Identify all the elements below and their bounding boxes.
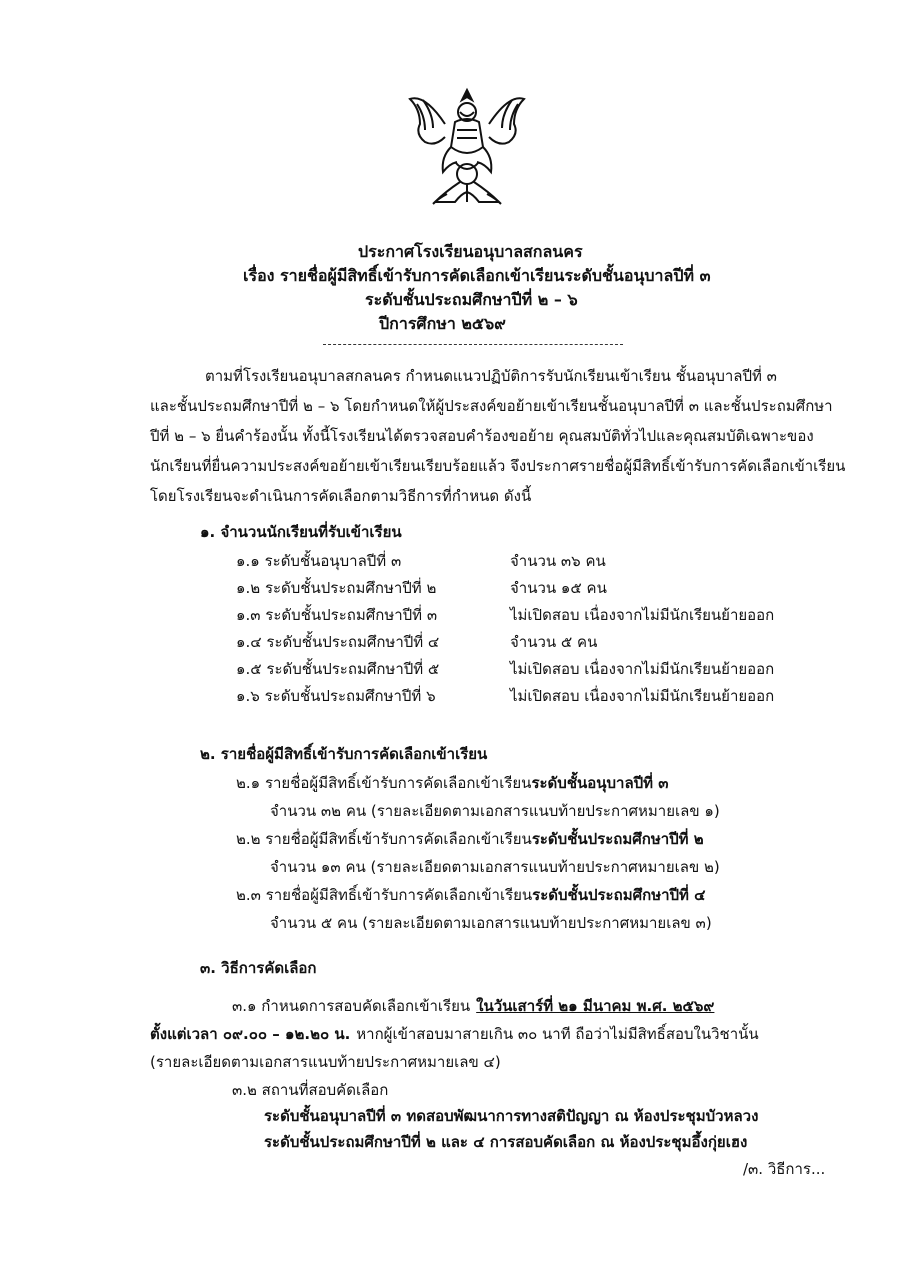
- intro-line-3: ปีที่ ๒ – ๖ ยื่นคำร้องนั้น ทั้งนี้โรงเรียนได้ตรวจสอบคำร้องขอย้าย คุณสมบัติทั่วไปและคุณสมบัติเฉพาะของ: [150, 427, 814, 445]
- exam-time-line: [150, 1022, 759, 1046]
- intro-line-5: โดยโรงเรียนจะดำเนินการคัดเลือกตามวิธีการที่กำหนด ดังนี้: [150, 487, 532, 505]
- candidate-list-item: [236, 771, 669, 795]
- section2-title: ๒. รายชื่อผู้มีสิทธิ์เข้ารับการคัดเลือกเข้าเรียน: [200, 745, 488, 763]
- candidate-list-level: ระดับชั้นประถมศึกษาปีที่ ๔: [532, 886, 706, 904]
- quota-row-value: จำนวน ๓๖ คน: [510, 552, 606, 570]
- quota-row-label: ๑.๑ ระดับชั้นอนุบาลปีที่ ๓: [236, 552, 402, 570]
- quota-row-value: จำนวน ๑๕ คน: [510, 579, 607, 597]
- section3-title: ๓. วิธีการคัดเลือก: [200, 959, 317, 977]
- quota-row-label: ๑.๒ ระดับชั้นประถมศึกษาปีที่ ๒: [236, 579, 437, 597]
- quota-row-label: ๑.๕ ระดับชั้นประถมศึกษาปีที่ ๕: [236, 660, 440, 678]
- exam-venue-title: ๓.๒ สถานที่สอบคัดเลือก: [232, 1081, 389, 1099]
- intro-line-1: ตามที่โรงเรียนอนุบาลสกลนคร กำหนดแนวปฏิบัติการรับนักเรียนเข้าเรียน ชั้นอนุบาลปีที่ ๓: [205, 367, 777, 385]
- candidate-list-level: ระดับชั้นอนุบาลปีที่ ๓: [531, 774, 669, 792]
- intro-line-4: นักเรียนที่ยื่นความประสงค์ขอย้ายเข้าเรียนเรียบร้อยแล้ว จึงประกาศรายชื่อผู้มีสิทธิ์เข้ารับการคัดเลือกเข้าเรียน: [150, 457, 846, 475]
- garuda-emblem-icon: [405, 82, 530, 207]
- candidate-list-detail: จำนวน ๑๓ คน (รายละเอียดตามเอกสารแนบท้ายประกาศหมายเลข ๒): [270, 858, 720, 876]
- exam-date: ในวันเสาร์ที่ ๒๑ มีนาคม พ.ศ. ๒๕๖๙: [476, 997, 715, 1015]
- candidate-list-item: [236, 827, 704, 851]
- exam-date-prefix: ๓.๑ กำหนดการสอบคัดเลือกเข้าเรียน: [232, 997, 471, 1015]
- candidate-list-detail: จำนวน ๕ คน (รายละเอียดตามเอกสารแนบท้ายประกาศหมายเลข ๓): [270, 914, 712, 932]
- quota-row-value: ไม่เปิดสอบ เนื่องจากไม่มีนักเรียนย้ายออก: [510, 660, 775, 678]
- exam-time: ตั้งแต่เวลา ๐๙.๐๐ – ๑๒.๒๐ น.: [150, 1025, 351, 1043]
- candidate-list-prefix: ๒.๓ รายชื่อผู้มีสิทธิ์เข้ารับการคัดเลือกเข้าเรียน: [236, 886, 533, 904]
- candidate-list-prefix: ๒.๒ รายชื่อผู้มีสิทธิ์เข้ารับการคัดเลือกเข้าเรียน: [236, 830, 532, 848]
- section1-title: ๑. จำนวนนักเรียนที่รับเข้าเรียน: [200, 523, 402, 541]
- candidate-list-level: ระดับชั้นประถมศึกษาปีที่ ๒: [531, 830, 704, 848]
- quota-row-label: ๑.๓ ระดับชั้นประถมศึกษาปีที่ ๓: [236, 606, 438, 624]
- announcement-levels: ระดับชั้นประถมศึกษาปีที่ ๒ – ๖: [365, 290, 578, 309]
- quota-row-label: ๑.๖ ระดับชั้นประถมศึกษาปีที่ ๖: [236, 687, 436, 705]
- announcement-title: ประกาศโรงเรียนอนุบาลสกลนคร: [358, 242, 583, 261]
- venue-kindergarten: ระดับชั้นอนุบาลปีที่ ๓ ทดสอบพัฒนาการทางสติปัญญา ณ ห้องประชุมบัวหลวง: [264, 1107, 759, 1125]
- quota-row-value: จำนวน ๕ คน: [510, 633, 598, 651]
- heading-divider: [323, 344, 623, 345]
- candidate-list-detail: จำนวน ๓๒ คน (รายละเอียดตามเอกสารแนบท้ายประกาศหมายเลข ๑): [270, 802, 720, 820]
- quota-row-value: ไม่เปิดสอบ เนื่องจากไม่มีนักเรียนย้ายออก: [510, 687, 775, 705]
- announcement-subject: เรื่อง รายชื่อผู้มีสิทธิ์เข้ารับการคัดเลือกเข้าเรียนระดับชั้นอนุบาลปีที่ ๓: [243, 266, 711, 285]
- exam-date-line: [232, 994, 714, 1018]
- quota-row-value: ไม่เปิดสอบ เนื่องจากไม่มีนักเรียนย้ายออก: [510, 606, 775, 624]
- exam-note: (รายละเอียดตามเอกสารแนบท้ายประกาศหมายเลข ๔): [150, 1053, 501, 1071]
- late-rule: หากผู้เข้าสอบมาสายเกิน ๓๐ นาที ถือว่าไม่มีสิทธิ์สอบในวิชานั้น: [356, 1025, 759, 1043]
- venue-primary: ระดับชั้นประถมศึกษาปีที่ ๒ และ ๔ การสอบคัดเลือก ณ ห้องประชุมอึ้งกุ่ยเฮง: [264, 1133, 748, 1151]
- candidate-list-prefix: ๒.๑ รายชื่อผู้มีสิทธิ์เข้ารับการคัดเลือกเข้าเรียน: [236, 774, 532, 792]
- page-continuation: /๓. วิธีการ...: [743, 1160, 826, 1178]
- academic-year: ปีการศึกษา ๒๕๖๙: [379, 314, 506, 333]
- intro-line-2: และชั้นประถมศึกษาปีที่ ๒ – ๖ โดยกำหนดให้ผู้ประสงค์ขอย้ายเข้าเรียนชั้นอนุบาลปีที่ ๓ และชั้นประถมศึกษา: [150, 397, 833, 415]
- candidate-list-item: [236, 883, 706, 907]
- quota-row-label: ๑.๔ ระดับชั้นประถมศึกษาปีที่ ๔: [236, 633, 440, 651]
